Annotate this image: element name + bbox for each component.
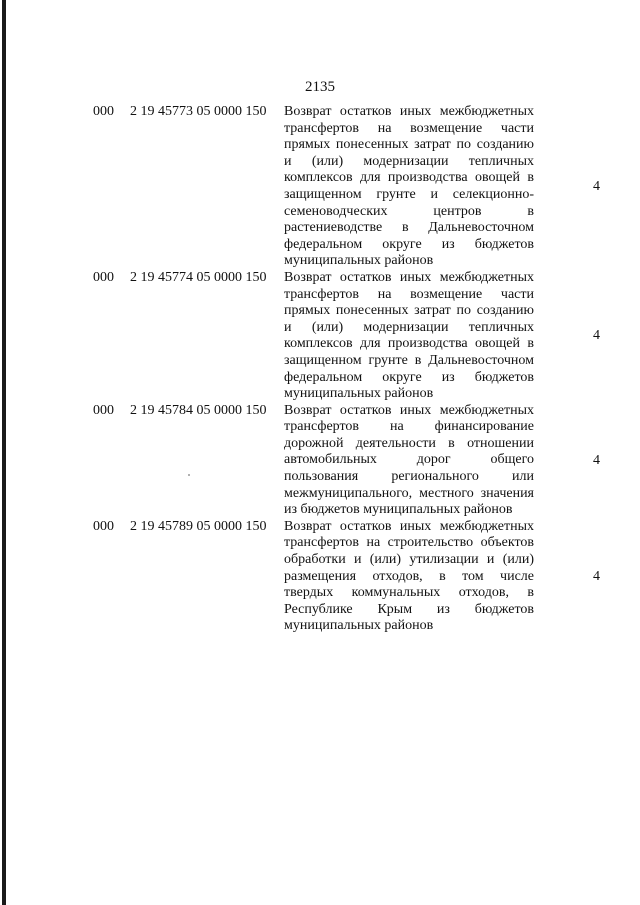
row-value: 4: [593, 328, 600, 344]
description-line: Возврат остатков иных межбюджетных: [284, 402, 534, 418]
admin-code: 000: [93, 269, 114, 285]
admin-code: 000: [93, 518, 114, 534]
description-line: прямых понесенных затрат по созданию: [284, 303, 534, 319]
description-line: размещения отходов, в том числе: [284, 568, 534, 584]
page-number: 2135: [305, 79, 335, 95]
row-description: [284, 104, 534, 270]
description-line: семеноводческих центров в: [284, 203, 534, 219]
description-line: и (или) модернизации тепличных: [284, 153, 534, 169]
budget-classification-code: 2 19 45784 05 0000 150: [130, 402, 267, 418]
table-row: [0, 519, 640, 635]
description-line: федеральном округе из бюджетов: [284, 369, 534, 385]
row-description: [284, 270, 534, 403]
description-line: муниципальных районов: [284, 618, 434, 634]
description-line: муниципальных районов: [284, 253, 434, 269]
description-line: Республике Крым из бюджетов: [284, 601, 534, 617]
table-row: [0, 104, 640, 270]
table-row: [0, 270, 640, 403]
description-line: автомобильных дорог общего: [284, 452, 534, 468]
description-line: и (или) модернизации тепличных: [284, 319, 534, 335]
description-line: трансфертов на возмещение части: [284, 120, 534, 136]
budget-code-table: [0, 104, 640, 635]
description-line: защищенном грунте и селекционно-: [284, 186, 534, 202]
description-line: трансфертов на возмещение части: [284, 286, 534, 302]
budget-classification-code: 2 19 45774 05 0000 150: [130, 269, 267, 285]
budget-classification-code: 2 19 45773 05 0000 150: [130, 104, 267, 119]
description-line: комплексов для производства овощей в: [284, 170, 534, 186]
description-line: твердых коммунальных отходов, в: [284, 585, 534, 601]
description-line: комплексов для производства овощей в: [284, 336, 534, 352]
description-line: Возврат остатков иных межбюджетных: [284, 269, 534, 285]
row-value: 4: [593, 452, 600, 468]
budget-classification-code: 2 19 45789 05 0000 150: [130, 518, 267, 534]
row-value: 4: [593, 178, 600, 194]
admin-code: 000: [93, 104, 114, 119]
admin-code: 000: [93, 402, 114, 418]
description-line: муниципальных районов: [284, 386, 434, 402]
description-line: прямых понесенных затрат по созданию: [284, 137, 534, 153]
description-line: федеральном округе из бюджетов: [284, 236, 534, 252]
description-line: трансфертов на строительство объектов: [284, 535, 534, 551]
description-line: дорожной деятельности в отношении: [284, 435, 534, 451]
row-value: 4: [593, 568, 600, 584]
description-line: Возврат остатков иных межбюджетных: [284, 104, 534, 119]
row-description: [284, 403, 534, 519]
description-line: из бюджетов муниципальных районов: [284, 502, 513, 518]
description-line: обработки и (или) утилизации и (или): [284, 552, 534, 568]
description-line: межмуниципального, местного значения: [284, 485, 534, 501]
description-line: пользования регионального или: [284, 469, 534, 485]
scan-speck: [188, 474, 190, 476]
description-line: растениеводстве в Дальневосточном: [284, 220, 534, 236]
description-line: защищенном грунте в Дальневосточном: [284, 352, 534, 368]
description-line: трансфертов на финансирование: [284, 419, 534, 435]
row-description: [284, 519, 534, 635]
description-line: Возврат остатков иных межбюджетных: [284, 518, 534, 534]
table-row: [0, 403, 640, 519]
